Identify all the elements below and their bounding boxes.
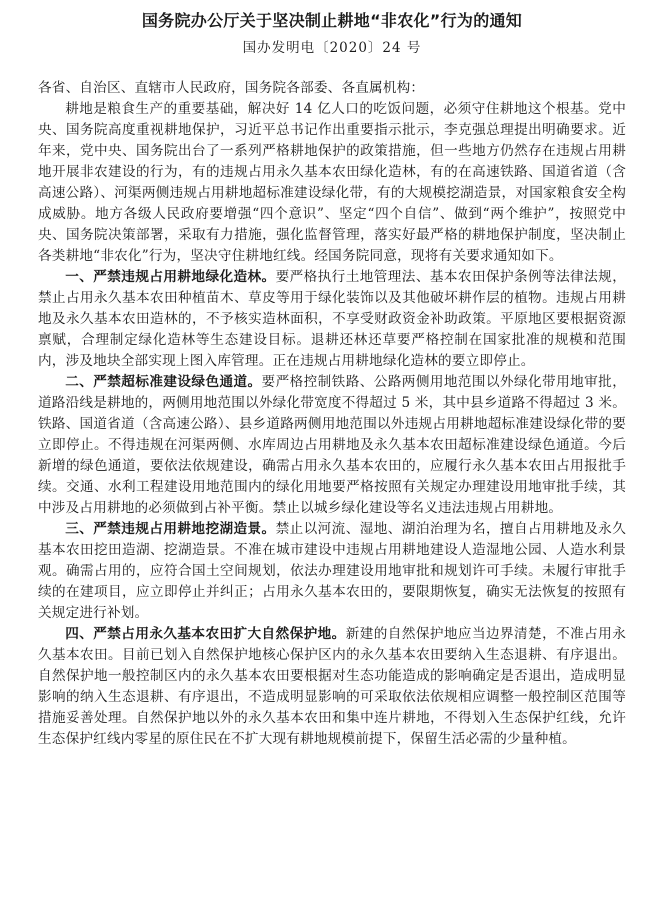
- document-body: [38, 78, 626, 750]
- salutation: 各省、自治区、直辖市人民政府，国务院各部委、各直属机构：: [38, 80, 425, 96]
- section-text: 要严格执行土地管理法、基本农田保护条例等法律法规，禁止占用永久基本农田种植苗木、草皮等用于绿化装饰以及其他破坏耕作层的植物。违规占用耕地及永久基本农田造林的，不予核实造林面积，不享受财政资金补助政策。平原地区要根据资源禀赋，合理制定绿化造林等生态建设目标。退耕还林还草要严格控制在国家批准的规模和范围内，涉及地块全部实现上图入库管理。正在违规占用耕地绿化造林的要立即停止。: [38, 269, 626, 369]
- document-number: 国办发明电〔2020〕24 号: [242, 40, 422, 56]
- section-heading: 一、严禁违规占用耕地绿化造林。: [65, 269, 276, 285]
- section-heading: 四、严禁占用永久基本农田扩大自然保护地。: [65, 626, 346, 642]
- section-paragraph: [38, 372, 626, 519]
- section-paragraph: [38, 519, 626, 624]
- section-text: 新建的自然保护地应当边界清楚，不准占用永久基本农田。目前已划入自然保护地核心保护区内的永久基本农田要纳入生态退耕、有序退出。自然保护地一般控制区内的永久基本农田要根据对生态功能造成的影响确定是否退出，造成明显影响的纳入生态退耕、有序退出，不造成明显影响的可采取依法依规相应调整一般控制区范围等措施妥善处理。自然保护地以外的永久基本农田和集中连片耕地，不得划入生态保护红线，允许生态保护红线内零星的原住民在不扩大现有耕地规模前提下，保留生活必需的少量种植。: [38, 626, 627, 747]
- section-paragraph: [38, 624, 626, 750]
- section-heading: 三、严禁违规占用耕地挖湖造景。: [65, 521, 276, 537]
- document-title: 国务院办公厅关于坚决制止耕地“非农化”行为的通知: [141, 11, 523, 30]
- intro-paragraph: 耕地是粮食生产的重要基础，解决好 14 亿人口的吃饭问题，必须守住耕地这个根基。党中央、国务院高度重视耕地保护，习近平总书记作出重要指示批示，李克强总理提出明确要求。近年来，党中央、国务院出台了一系列严格耕地保护的政策措施，但一些地方仍然存在违规占用耕地开展非农建设的行为，有的违规占用永久基本农田绿化造林，有的在高速铁路、国道省道（含高速公路）、河渠两侧违规占用耕地超标准建设绿化带，有的大规模挖湖造景，对国家粮食安全构成威胁。地方各级人民政府要增强“四个意识”、坚定“四个自信”、做到“两个维护”，按照党中央、国务院决策部署，采取有力措施，强化监督管理，落实好最严格的耕地保护制度，坚决制止各类耕地“非农化”行为，坚决守住耕地红线。经国务院同意，现将有关要求通知如下。: [38, 101, 626, 264]
- section-paragraph: [38, 267, 626, 372]
- section-text: 禁止以河流、湿地、湖泊治理为名，擅自占用耕地及永久基本农田挖田造湖、挖湖造景。不准在城市建设中违规占用耕地建设人造湿地公园、人造水利景观。确需占用的，应符合国土空间规划，依法办理建设用地审批和规划许可手续。未履行审批手续的在建项目，应立即停止并纠正；占用永久基本农田的，要限期恢复，确实无法恢复的按照有关规定进行补划。: [38, 521, 626, 621]
- section-heading: 二、严禁超标准建设绿色通道。: [65, 374, 262, 390]
- section-text: 要严格控制铁路、公路两侧用地范围以外绿化带用地审批，道路沿线是耕地的，两侧用地范围以外绿化带宽度不得超过 5 米，其中县乡道路不得超过 3 米。铁路、国道省道（含高速公路）、县乡道路两侧用地范围以外违规占用耕地超标准建设绿化带的要立即停止。不得违规在河渠两侧、水库周边占用耕地及永久基本农田超标准建设绿色通道。今后新增的绿色通道，要依法依规建设，确需占用永久基本农田的，应履行永久基本农田占用报批手续。交通、水利工程建设用地范围内的绿化用地要严格按照有关规定办理建设用地审批手续，其中涉及占用耕地的必须做到占补平衡。禁止以城乡绿化建设等名义违法违规占用耕地。: [38, 374, 626, 516]
